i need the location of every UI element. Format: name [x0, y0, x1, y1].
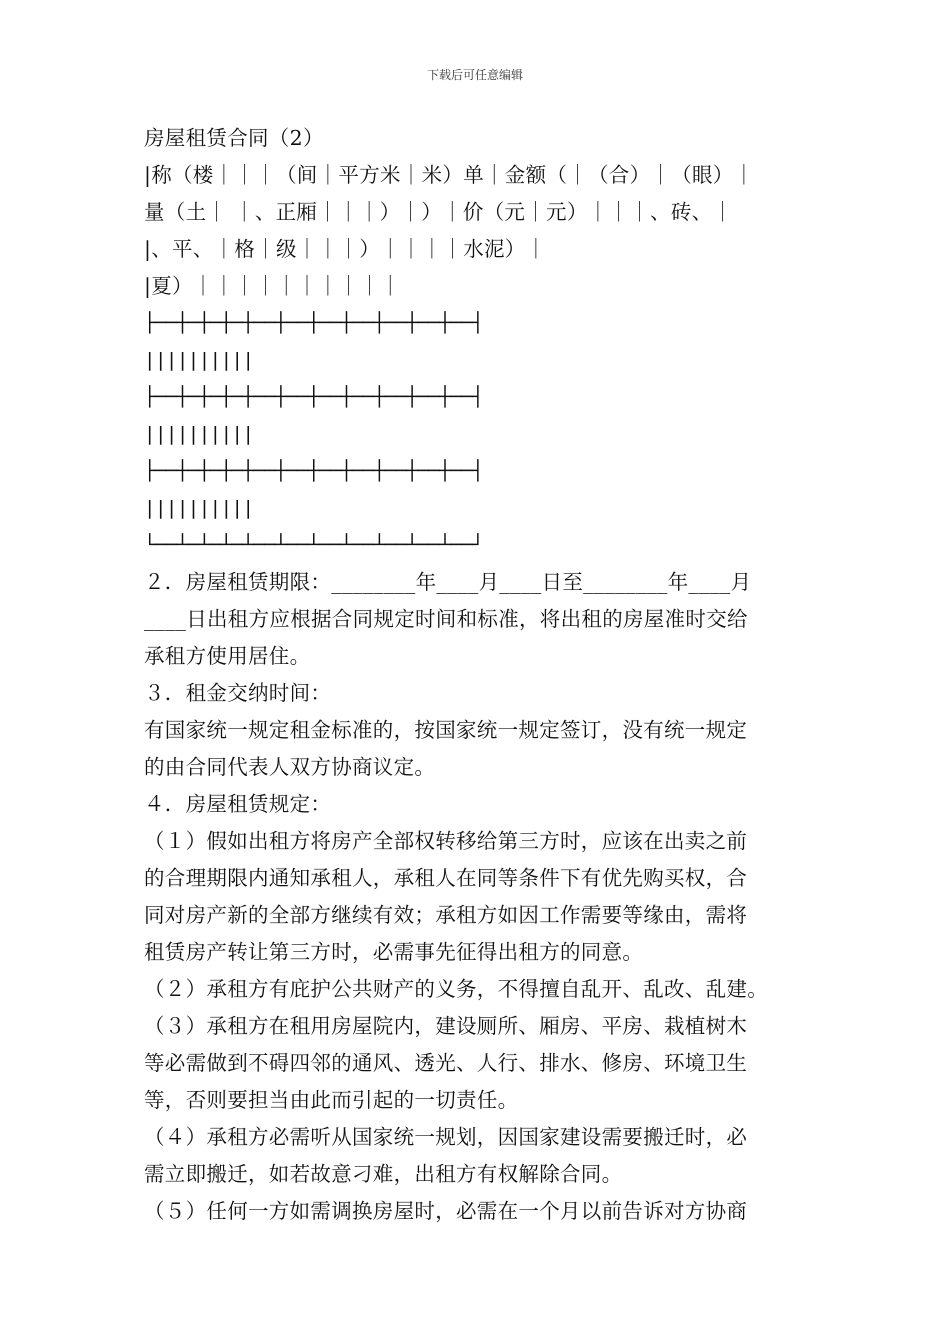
para-line-13: （３）承租方在租用房屋院内，建设厕所、厢房、平房、栽植树木 [144, 1014, 748, 1038]
para-line-17: 需立即搬迁，如若故意刁难，出租方有权解除合同。 [144, 1162, 623, 1186]
para-line-5: 有国家统一规定租金标准的，按国家统一规定签订，没有统一规定 [144, 718, 748, 742]
table-header-line-2: 量（土｜ ｜、正厢｜｜｜）｜）｜价（元｜元）｜｜｜、砖、｜ [144, 200, 734, 224]
table-rule-1: ├──┼─┼─┼─┼──┼──┼──┼──┼──┼──┼──┤ [144, 312, 484, 334]
para-line-10: 同对房产新的全部方继续有效；承租方如因工作需要等缘由，需将 [144, 903, 748, 927]
para-line-15: 等，否则要担当由此而引起的一切责任。 [144, 1088, 519, 1112]
table-rule-2: ├──┼─┼─┼─┼──┼──┼──┼──┼──┼──┼──┤ [144, 386, 484, 408]
table-header-line-4: |夏）｜｜｜｜｜｜｜｜｜｜ [144, 274, 401, 298]
para-line-3: 承租方使用居住。 [144, 644, 311, 668]
document-body [144, 120, 814, 1230]
table-rule-3: ├──┼─┼─┼─┼──┼──┼──┼──┼──┼──┼──┤ [144, 460, 484, 482]
para-line-14: 等必需做到不碍四邻的通风、透光、人行、排水、修房、环境卫生 [144, 1051, 748, 1075]
table-row-1: |||||||||| [144, 349, 254, 371]
table-header-line-1: |称（楼｜｜｜（间｜平方米｜米）单｜金额（｜（合）｜（眼）｜ [144, 163, 755, 187]
table-rule-bottom: └──┴─┴─┴─┴──┴──┴──┴──┴──┴──┴──┘ [144, 534, 484, 556]
page-header-note: 下载后可任意编辑 [426, 68, 523, 82]
table-header-line-3: |、平、｜格｜级｜｜｜）｜｜｜｜水泥）｜ [144, 237, 547, 261]
para-line-2: ____日出租方应根据合同规定时间和标准，将出租的房屋准时交给 [144, 607, 748, 631]
document-title: 房屋租赁合同（2） [144, 126, 324, 150]
para-line-11: 租赁房产转让第三方时，必需事先征得出租方的同意。 [144, 940, 644, 964]
para-line-16: （４）承租方必需听从国家统一规划，因国家建设需要搬迁时，必 [144, 1125, 748, 1149]
para-line-1: ２．房屋租赁期限：________年____月____日至________年____月 [144, 570, 752, 594]
para-line-6: 的由合同代表人双方协商议定。 [144, 755, 436, 779]
para-line-8: （１）假如出租方将房产全部权转移给第三方时，应该在出卖之前 [144, 829, 748, 853]
para-line-12: （２）承租方有庇护公共财产的义务，不得擅自乱开、乱改、乱建。 [144, 977, 768, 1001]
para-line-7: ４．房屋租赁规定： [144, 792, 332, 816]
table-row-3: |||||||||| [144, 497, 254, 519]
para-line-4: ３．租金交纳时间： [144, 681, 332, 705]
table-row-2: |||||||||| [144, 423, 254, 445]
para-line-18: （５）任何一方如需调换房屋时，必需在一个月以前告诉对方协商 [144, 1199, 748, 1223]
para-line-9: 的合理期限内通知承租人，承租人在同等条件下有优先购买权，合 [144, 866, 748, 890]
